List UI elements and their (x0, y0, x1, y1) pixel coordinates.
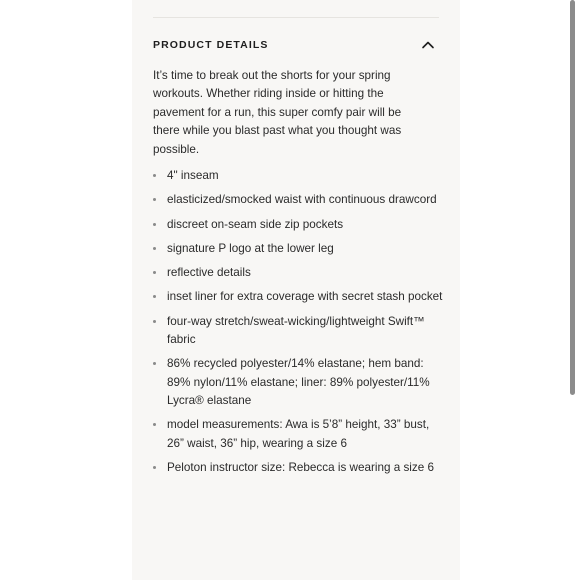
scrollbar-thumb[interactable] (570, 0, 575, 395)
list-item-text: signature P logo at the lower leg (167, 241, 334, 255)
list-item (153, 355, 443, 410)
bullet-icon (153, 295, 156, 298)
list-item-text: inset liner for extra coverage with secret stash pocket (167, 290, 443, 304)
list-item (153, 191, 443, 209)
list-item (153, 240, 443, 258)
list-item-text: reflective details (167, 266, 251, 280)
list-item (153, 264, 443, 282)
list-item-text: Peloton instructor size: Rebecca is wearing a size 6 (167, 460, 434, 474)
list-item (153, 167, 443, 185)
bullet-icon (153, 362, 156, 365)
bullet-icon (153, 423, 156, 426)
section-title: PRODUCT DETAILS (153, 39, 269, 51)
list-item-text: model measurements: Awa is 5’8” height, 33” bust, 26” waist, 36” hip, wearing a size 6 (167, 418, 430, 450)
list-item (153, 416, 443, 453)
bullet-icon (153, 271, 156, 274)
list-item-text: 86% recycled polyester/14% elastane; hem band: 89% nylon/11% elastane; liner: 89% polyester/11% Lycra® elastane (167, 357, 430, 407)
product-details-header[interactable] (153, 37, 439, 55)
section-divider (153, 17, 439, 18)
chevron-up-icon[interactable] (421, 38, 435, 50)
list-item-text: 4" inseam (167, 169, 219, 182)
bullet-icon (153, 247, 156, 250)
list-item (153, 288, 443, 306)
bullet-icon (153, 320, 156, 323)
product-details-panel (132, 0, 460, 580)
list-item (153, 216, 443, 234)
list-item-text: discreet on-seam side zip pockets (167, 217, 344, 231)
list-item (153, 313, 443, 350)
list-item-text: elasticized/smocked waist with continuous drawcord (167, 193, 437, 207)
list-item-text: four-way stretch/sweat-wicking/lightweight Swift™ fabric (167, 314, 425, 347)
bullet-icon (153, 198, 156, 201)
bullet-icon (153, 223, 156, 226)
product-description: It’s time to break out the shorts for your spring workouts. Whether riding inside or hitting the pavement for a run, this super comfy pair will be there while you blast past what you thought was possible. (153, 69, 402, 156)
list-item (153, 459, 443, 477)
product-details-list (153, 167, 443, 483)
bullet-icon (153, 174, 156, 177)
bullet-icon (153, 466, 156, 469)
